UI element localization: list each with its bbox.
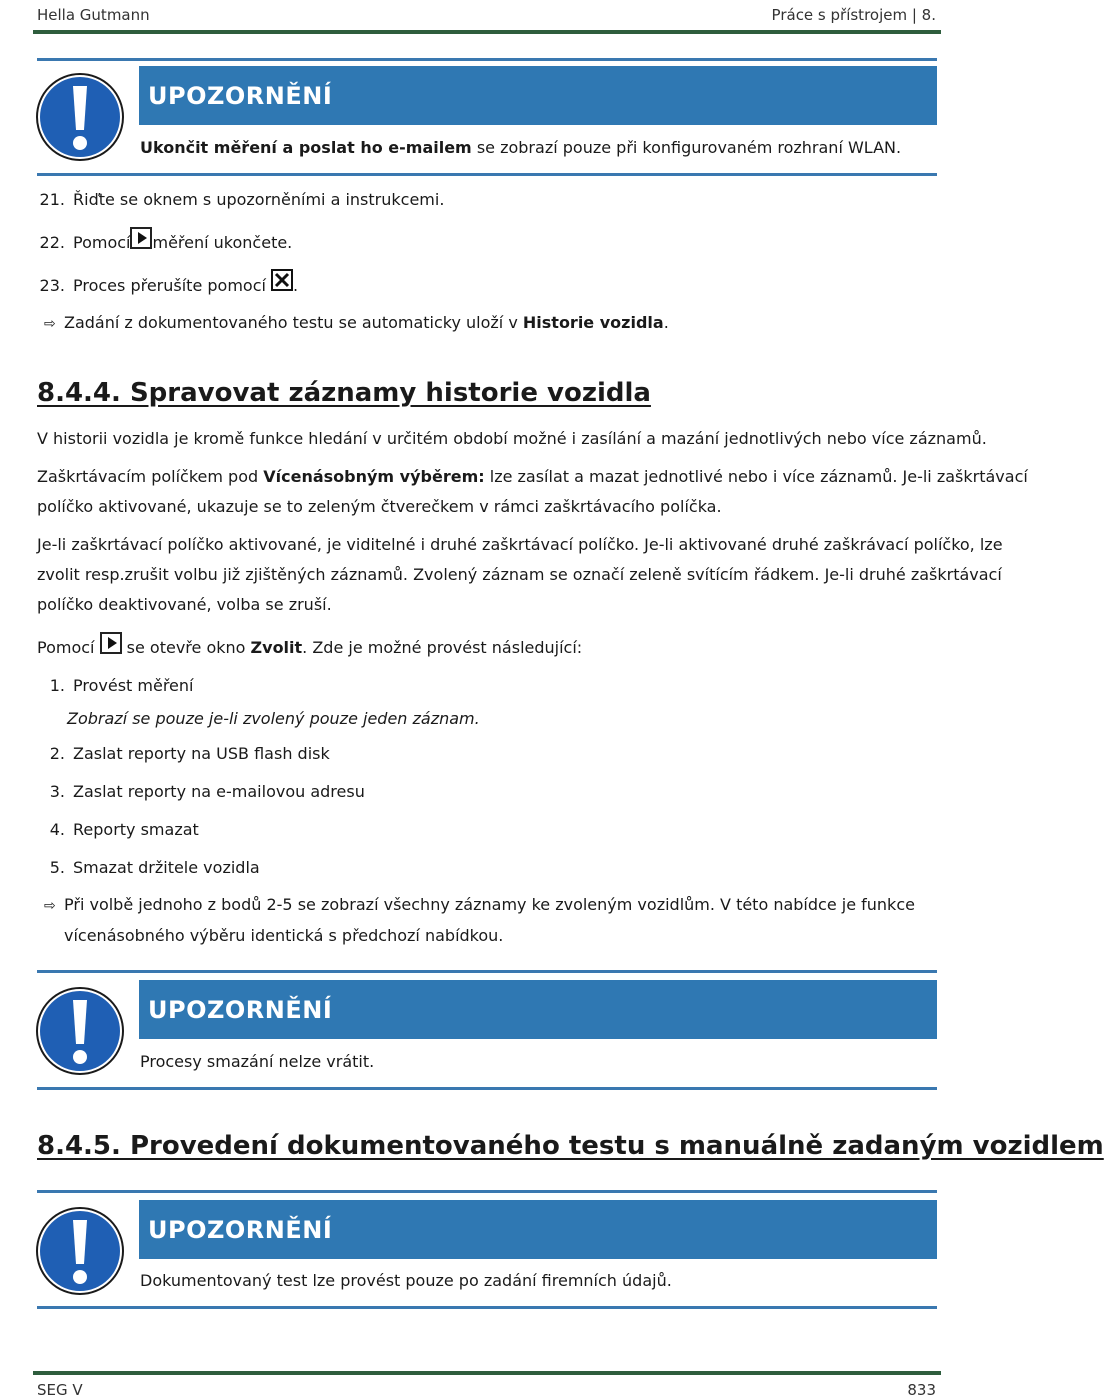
paragraph-3-line3: políčko deaktivované, volba se zruší. xyxy=(37,595,332,614)
step-text-before: Proces přerušíte pomocí xyxy=(73,276,272,295)
step-number: 22. xyxy=(39,233,65,252)
notice-text-rest: se zobrazí pouze při konfigurovaném rozhraní WLAN. xyxy=(471,138,902,157)
list-item xyxy=(37,857,260,879)
paragraph-3-line2: zvolit resp.zrušit volbu již zjištěných záznamů. Zvolený záznam se označí zeleně svítícím řádkem. Je-li druhé zaškrtávací xyxy=(37,565,1002,584)
paragraph-4-end: . Zde je možné provést následující: xyxy=(302,638,583,657)
paragraph-2-line2: políčko aktivované, ukazuje se to zeleným čtverečkem v rámci zaškrtávacího políčka. xyxy=(37,497,722,516)
notice-bottom-rule xyxy=(37,1087,937,1090)
result-line2: vícenásobného výběru identická s předchozí nabídkou. xyxy=(64,926,504,945)
list-text: Zaslat reporty na e-mailovou adresu xyxy=(73,782,365,801)
header-rule xyxy=(33,30,941,34)
step-text-after: . xyxy=(293,276,299,295)
footer-rule xyxy=(33,1371,941,1375)
list-text: Smazat držitele vozidla xyxy=(73,858,260,877)
result-line xyxy=(44,312,669,335)
result-line1: Při volbě jednoho z bodů 2-5 se zobrazí všechny záznamy ke zvoleným vozidlům. V této nabídce je funkce xyxy=(64,895,915,914)
step-text-after: měření ukončete. xyxy=(152,233,293,252)
notice-top-rule xyxy=(37,1190,937,1193)
paragraph-3-line1: Je-li zaškrtávací políčko aktivované, je viditelné i druhé zaškrtávací políčko. Je-li aktivované druhé zaškrávací políčko, lze xyxy=(37,535,1003,554)
paragraph-1: V historii vozidla je kromě funkce hledání v určitém období možné i zasílání a mazání jednotlivých nebo více záznamů. xyxy=(37,429,987,448)
paragraph-4-after: se otevře okno xyxy=(121,638,251,657)
list-number: 3. xyxy=(49,782,65,801)
result-text: Zadání z dokumentovaného testu se automaticky uloží v xyxy=(64,313,523,332)
footer-left: SEG V xyxy=(37,1381,83,1399)
list-number: 5. xyxy=(49,858,65,877)
notice-title: UPOZORNĚNÍ xyxy=(139,980,937,1039)
result-arrow-icon: ⇨ xyxy=(44,898,56,914)
paragraph-2 xyxy=(37,462,1028,522)
paragraph-2-before: Zaškrtávacím políčkem pod xyxy=(37,467,264,486)
notice-text-bold: Ukončit měření a poslat ho e-mailem xyxy=(140,138,472,157)
notice-top-rule xyxy=(37,970,937,973)
page-number: 833 xyxy=(907,1381,936,1399)
play-button-icon xyxy=(100,632,122,654)
notice-title: UPOZORNĚNÍ xyxy=(139,1200,937,1259)
paragraph-4 xyxy=(37,637,582,659)
notice-bottom-rule xyxy=(37,1306,937,1309)
result-end: . xyxy=(663,313,669,332)
result-block xyxy=(44,890,915,951)
list-note: Zobrazí se pouze je-li zvolený pouze jeden záznam. xyxy=(67,709,480,728)
warning-exclamation-icon xyxy=(35,1206,125,1296)
list-number: 4. xyxy=(49,820,65,839)
notice-title: UPOZORNĚNÍ xyxy=(139,66,937,125)
list-text: Provést měření xyxy=(73,676,194,695)
paragraph-4-bold: Zvolit xyxy=(250,638,303,657)
list-item xyxy=(37,743,330,765)
header-right: Práce s přístrojem | 8. xyxy=(771,6,936,24)
list-number: 2. xyxy=(49,744,65,763)
list-text: Zaslat reporty na USB flash disk xyxy=(73,744,330,763)
notice-text xyxy=(140,137,901,159)
list-number: 1. xyxy=(49,676,65,695)
header-left: Hella Gutmann xyxy=(37,6,150,24)
play-button-icon xyxy=(130,227,152,249)
paragraph-2-bold: Vícenásobným výběrem: xyxy=(263,467,485,486)
result-bold: Historie vozidla xyxy=(522,313,664,332)
step-text-before: Pomocí xyxy=(73,233,131,252)
paragraph-2-rest: lze zasílat a mazat jednotlivé nebo i více záznamů. Je-li zaškrtávací xyxy=(484,467,1028,486)
warning-exclamation-icon xyxy=(35,72,125,162)
notice-text: Dokumentovaný test lze provést pouze po zadání firemních údajů. xyxy=(140,1271,672,1290)
list-text: Reporty smazat xyxy=(73,820,199,839)
list-item xyxy=(37,819,199,841)
warning-exclamation-icon xyxy=(35,986,125,1076)
step-number: 23. xyxy=(39,276,65,295)
paragraph-3 xyxy=(37,530,1003,620)
step-text: Řiďte se oknem s upozorněními a instrukcemi. xyxy=(73,190,445,209)
notice-bottom-rule xyxy=(37,173,937,176)
section-heading: 8.4.4. Spravovat záznamy historie vozidla xyxy=(37,378,651,408)
step-21 xyxy=(37,189,444,211)
list-item xyxy=(37,781,365,803)
step-22 xyxy=(37,232,292,254)
step-23 xyxy=(37,275,298,297)
notice-text: Procesy smazání nelze vrátit. xyxy=(140,1052,375,1071)
close-box-icon xyxy=(271,269,293,291)
paragraph-4-before: Pomocí xyxy=(37,638,100,657)
list-item xyxy=(37,675,193,697)
step-number: 21. xyxy=(39,190,65,209)
result-arrow-icon: ⇨ xyxy=(44,316,56,332)
section-heading: 8.4.5. Provedení dokumentovaného testu s manuálně zadaným vozidlem xyxy=(37,1131,1104,1161)
notice-top-rule xyxy=(37,58,937,61)
